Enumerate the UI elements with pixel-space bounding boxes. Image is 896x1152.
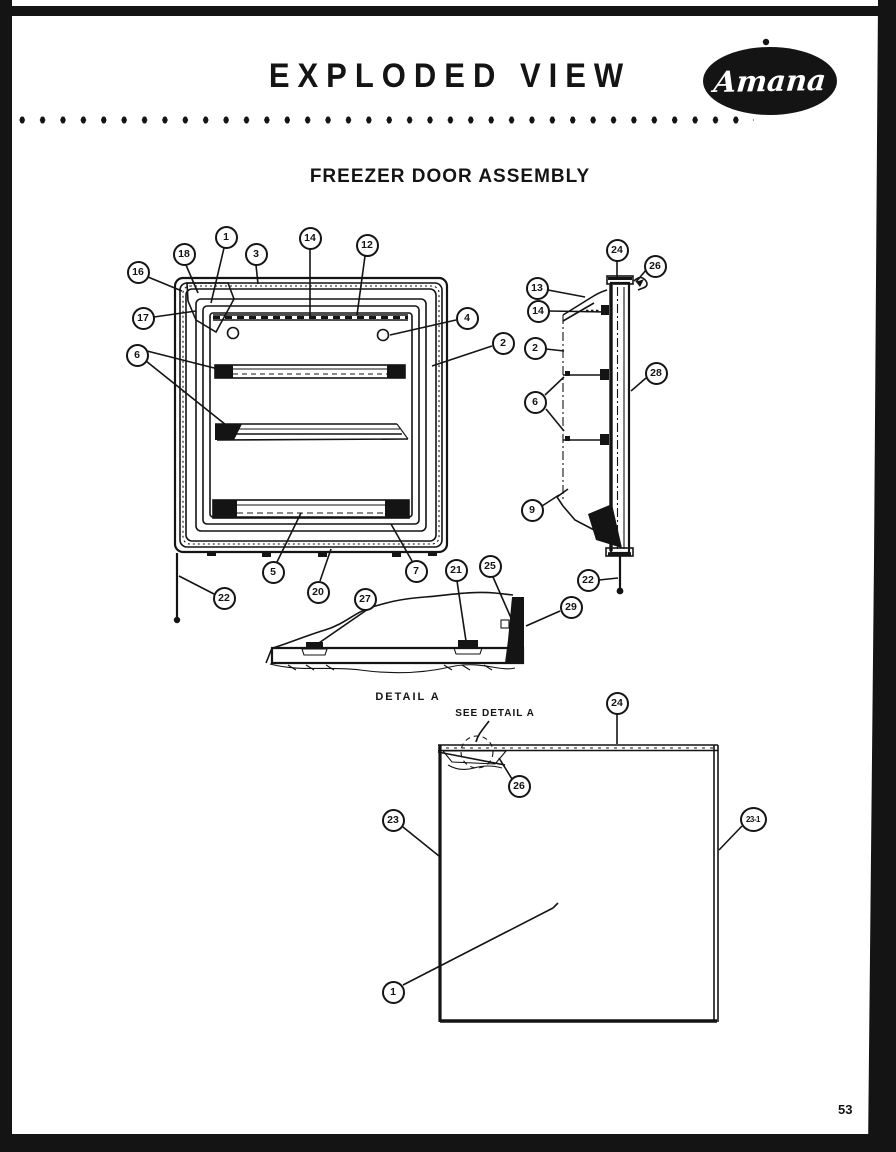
callout-front-view-20: 20 [307,581,330,604]
see-detail-a-label: SEE DETAIL A [455,708,535,719]
callout-front-view-1: 1 [215,226,238,249]
callout-side-view-24: 24 [606,239,629,262]
callout-front-view-17: 17 [132,307,155,330]
callout-door-panel-1: 1 [382,981,405,1004]
callout-door-panel-23-1: 23-1 [740,807,767,832]
callout-side-view-26: 26 [644,255,667,278]
callout-side-view-28: 28 [645,362,668,385]
callout-front-view-2: 2 [492,332,515,355]
callout-door-panel-26: 26 [508,775,531,798]
callout-side-view-9: 9 [521,499,544,522]
callout-leader-lines [146,248,742,985]
detail-a-label: DETAIL A [375,691,441,703]
callout-front-view-16: 16 [127,261,150,284]
assembly-subtitle: FREEZER DOOR ASSEMBLY [309,166,591,187]
callout-front-view-5: 5 [262,561,285,584]
callout-front-view-6: 6 [126,344,149,367]
callout-side-view-14: 14 [527,300,550,323]
callout-front-view-12: 12 [356,234,379,257]
callout-detail-a-21: 21 [445,559,468,582]
callout-front-view-18: 18 [173,243,196,266]
door-panel-drawing [438,736,718,1022]
callout-front-view-22: 22 [213,587,236,610]
callout-side-view-2: 2 [524,337,547,360]
side-view-drawing [557,276,647,594]
page-title: EXPLODED VIEW [268,55,632,96]
callout-door-panel-24: 24 [606,692,629,715]
callout-front-view-7: 7 [405,560,428,583]
callout-side-view-22: 22 [577,569,600,592]
callout-front-view-4: 4 [456,307,479,330]
callout-front-view-3: 3 [245,243,268,266]
callout-front-view-14: 14 [299,227,322,250]
callout-side-view-6: 6 [524,391,547,414]
callout-detail-a-29: 29 [560,596,583,619]
page-number: 53 [838,1102,853,1117]
dotted-separator [12,115,754,125]
callout-detail-a-25: 25 [479,555,502,578]
callout-detail-a-27: 27 [354,588,377,611]
amana-logo [703,47,837,115]
callout-side-view-13: 13 [526,277,549,300]
amana-logo-text: Amana [712,63,828,99]
callout-door-panel-23: 23 [382,809,405,832]
detail-a-drawing [266,592,524,672]
